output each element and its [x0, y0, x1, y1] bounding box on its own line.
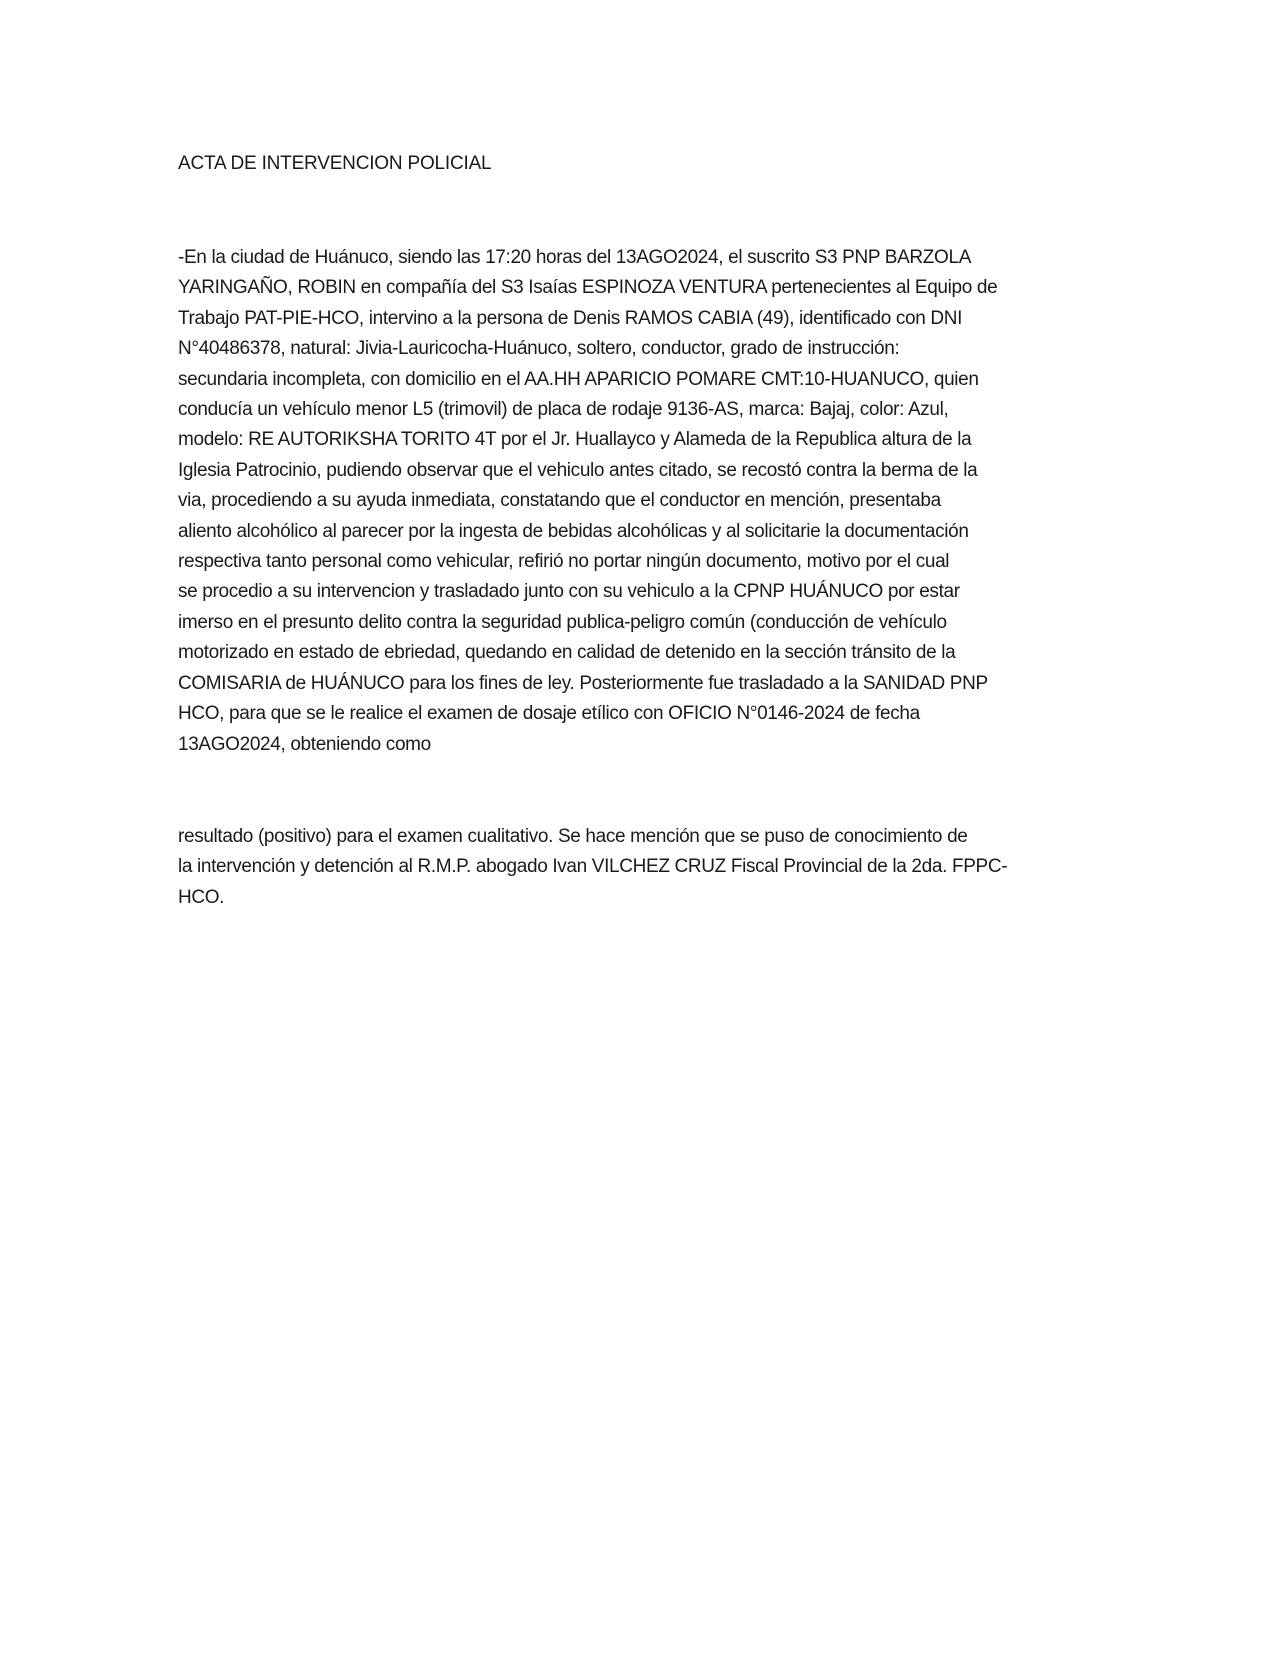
text-line: motorizado en estado de ebriedad, quedando en calidad de detenido en la sección tránsito de la: [178, 642, 956, 664]
text-line: resultado (positivo) para el examen cualitativo. Se hace mención que se puso de conocimiento de: [178, 826, 968, 847]
text-line: HCO, para que se le realice el examen de dosaje etílico con OFICIO N°0146-2024 de fecha: [178, 703, 920, 725]
text-line: aliento alcohólico al parecer por la ingesta de bebidas alcohólicas y al solicitarie la documentación: [178, 520, 969, 542]
text-line: conducía un vehículo menor L5 (trimovil) de placa de rodaje 9136-AS, marca: Bajaj, color: Azul,: [178, 399, 949, 421]
text-line: se procedio a su intervencion y trasladado junto con su vehiculo a la CPNP HUÁNUCO por estar: [178, 581, 960, 603]
text-line: via, procediendo a su ayuda inmediata, constatando que el conductor en mención, presentaba: [178, 490, 941, 512]
paragraph-incident-report: [178, 243, 1102, 760]
text-line: HCO.: [178, 886, 225, 908]
text-line: imerso en el presunto delito contra la seguridad publica-peligro común (conducción de vehículo: [178, 611, 947, 633]
text-line: Iglesia Patrocinio, pudiendo observar que el vehiculo antes citado, se recostó contra la berma de la: [178, 459, 978, 481]
text-line: N°40486378, natural: Jivia-Lauricocha-Huánuco, soltero, conductor, grado de instrucción:: [178, 338, 900, 360]
paragraph-result-notice: [178, 822, 1102, 913]
text-line: Trabajo PAT-PIE-HCO, intervino a la persona de Denis RAMOS CABIA (49), identificado con DNI: [178, 307, 963, 329]
document-title: ACTA DE INTERVENCION POLICIAL: [178, 153, 492, 174]
text-line: YARINGAÑO, ROBIN en compañía del S3 Isaías ESPINOZA VENTURA pertenecientes al Equipo de: [178, 277, 998, 299]
text-line: secundaria incompleta, con domicilio en el AA.HH APARICIO POMARE CMT:10-HUANUCO, quien: [178, 368, 979, 390]
text-line: -En la ciudad de Huánuco, siendo las 17:20 horas del 13AGO2024, el suscrito S3 PNP BARZOLA: [178, 247, 972, 268]
text-line: la intervención y detención al R.M.P. abogado Ivan VILCHEZ CRUZ Fiscal Provincial de la 2da. FPPC-: [178, 856, 1008, 878]
text-line: COMISARIA de HUÁNUCO para los fines de ley. Posteriormente fue trasladado a la SANIDAD PNP: [178, 672, 988, 694]
text-line: modelo: RE AUTORIKSHA TORITO 4T por el Jr. Huallayco y Alameda de la Republica altura de la: [178, 429, 972, 451]
text-line: 13AGO2024, obteniendo como: [178, 733, 431, 755]
text-line: respectiva tanto personal como vehicular, refirió no portar ningún documento, motivo por el cual: [178, 551, 950, 573]
